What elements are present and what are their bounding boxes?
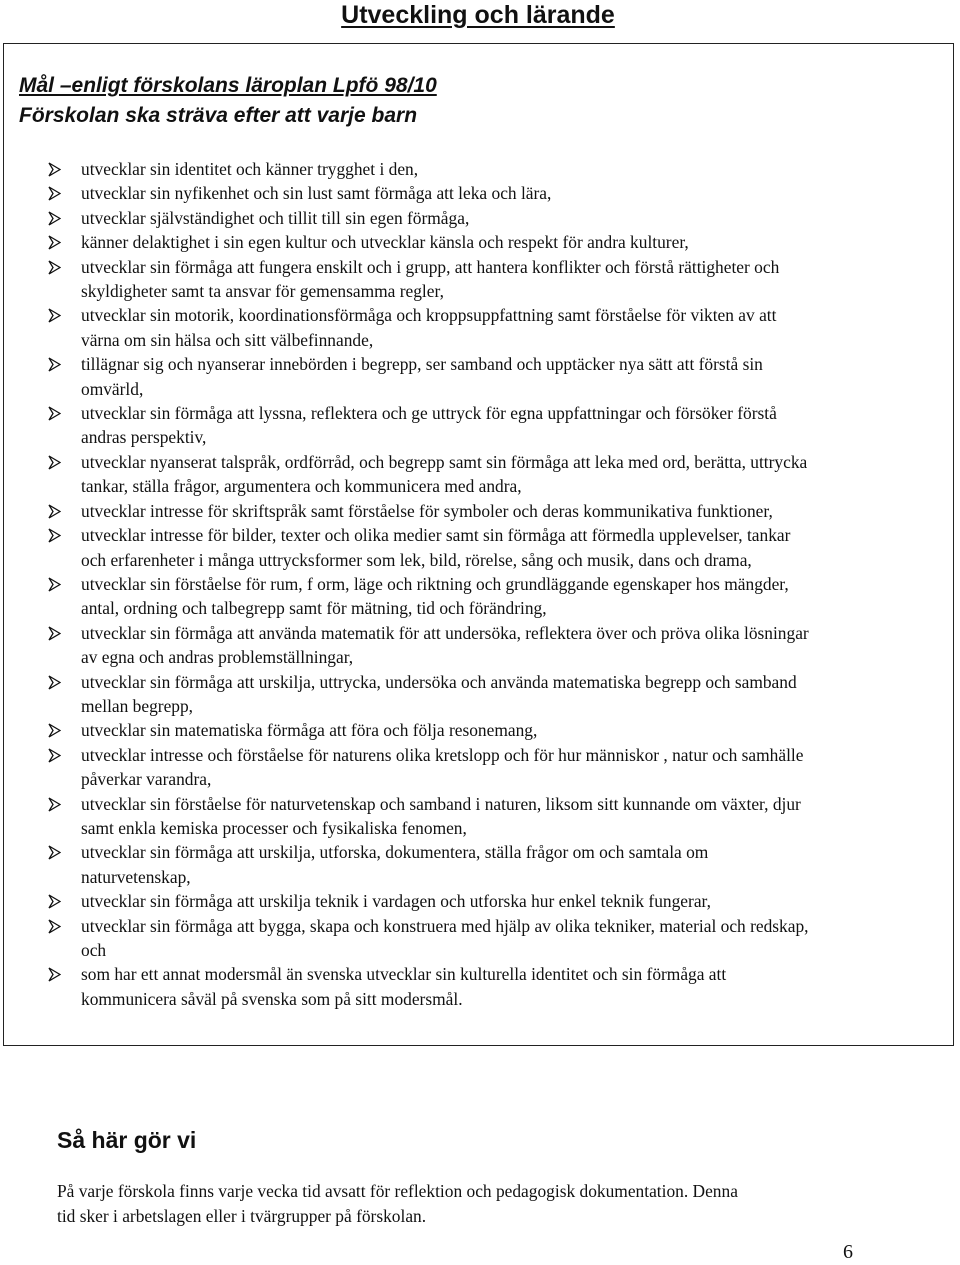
- list-item: [48, 914, 924, 963]
- list-item-line: utvecklar intresse och förståelse för naturens olika kretslopp och för hur människor , natur och samhälle: [81, 744, 804, 765]
- arrowhead-bullet-icon: [48, 723, 61, 738]
- list-item-line: som har ett annat modersmål än svenska utvecklar sin kulturella identitet och sin förmåga att: [81, 964, 727, 985]
- list-item-line: utvecklar sin nyfikenhet och sin lust samt förmåga att leka och lära,: [81, 183, 552, 204]
- list-item: [48, 792, 924, 841]
- list-item-line: samt enkla kemiska processer och fysikaliska fenomen,: [81, 817, 467, 838]
- list-item-line: utvecklar nyanserat talspråk, ordförråd, och begrepp samt sin förmåga att leka med ord, berätta, uttrycka: [81, 451, 808, 472]
- arrowhead-bullet-icon: [48, 162, 61, 177]
- list-item-line: påverkar varandra,: [81, 769, 212, 790]
- list-item-line: andras perspektiv,: [81, 427, 207, 448]
- list-item: [48, 352, 924, 401]
- list-item-line: utvecklar sin förmåga att lyssna, reflektera och ge uttryck för egna uppfattningar och försöker förstå: [81, 403, 777, 424]
- list-item-line: utvecklar intresse för skriftspråk samt förståelse för symboler och deras kommunikativa funktioner,: [81, 500, 773, 521]
- arrowhead-bullet-icon: [48, 675, 61, 690]
- list-item-line: antal, ordning och talbegrepp samt för mätning, tid och förändring,: [81, 598, 547, 619]
- paragraph-line: På varje förskola finns varje vecka tid avsatt för reflektion och pedagogisk dokumentation. Denna: [57, 1181, 738, 1201]
- list-item: [48, 230, 924, 254]
- list-item: [48, 962, 924, 1011]
- list-item-line: omvärld,: [81, 378, 144, 399]
- arrowhead-bullet-icon: [48, 186, 61, 201]
- arrowhead-bullet-icon: [48, 845, 61, 860]
- page-number: 6: [843, 1241, 853, 1263]
- list-item-line: utvecklar självständighet och tillit till sin egen förmåga,: [81, 207, 470, 228]
- list-item: [48, 181, 924, 205]
- list-item-line: av egna och andras problemställningar,: [81, 647, 354, 668]
- list-item: [48, 718, 924, 742]
- list-item-line: utvecklar sin förmåga att fungera enskilt och i grupp, att hantera konflikter och förstå rättigheter och: [81, 256, 780, 277]
- list-item-line: utvecklar sin förståelse för naturvetenskap och samband i naturen, liksom sitt kunnande om växter, djur: [81, 793, 801, 814]
- arrowhead-bullet-icon: [48, 577, 61, 592]
- arrowhead-bullet-icon: [48, 748, 61, 763]
- list-item-line: utvecklar sin motorik, koordinationsförmåga och kroppsuppfattning samt förståelse för vikten av att: [81, 305, 777, 326]
- arrowhead-bullet-icon: [48, 260, 61, 275]
- arrowhead-bullet-icon: [48, 235, 61, 250]
- list-item: [48, 670, 924, 719]
- list-item: [48, 401, 924, 450]
- list-item-line: utvecklar sin förståelse för rum, f orm, läge och riktning och grundläggande egenskaper hos mängder,: [81, 573, 789, 594]
- list-item-line: kommunicera såväl på svenska som på sitt modersmål.: [81, 988, 463, 1009]
- goals-list: [48, 157, 924, 1011]
- list-item-line: utvecklar sin förmåga att använda matematik för att undersöka, reflektera över och pröva olika lösningar: [81, 622, 809, 643]
- list-item-line: utvecklar sin förmåga att urskilja, uttrycka, undersöka och använda matematiska begrepp och samband: [81, 671, 797, 692]
- arrowhead-bullet-icon: [48, 528, 61, 543]
- goals-box: [3, 43, 954, 1046]
- arrowhead-bullet-icon: [48, 308, 61, 323]
- list-item-line: tankar, ställa frågor, argumentera och kommunicera med andra,: [81, 476, 522, 497]
- arrowhead-bullet-icon: [48, 894, 61, 909]
- list-item-line: mellan begrepp,: [81, 695, 194, 716]
- list-item: [48, 450, 924, 499]
- list-item: [48, 889, 924, 913]
- arrowhead-bullet-icon: [48, 211, 61, 226]
- arrowhead-bullet-icon: [48, 967, 61, 982]
- section-paragraph: [57, 1179, 738, 1229]
- paragraph-line: tid sker i arbetslagen eller i tvärgrupper på förskolan.: [57, 1206, 427, 1226]
- goals-heading: Mål –enligt förskolans läroplan Lpfö 98/10: [19, 74, 437, 97]
- list-item-line: skyldigheter samt ta ansvar för gemensamma regler,: [81, 281, 444, 302]
- list-item-line: utvecklar sin identitet och känner trygghet i den,: [81, 159, 419, 179]
- arrowhead-bullet-icon: [48, 626, 61, 641]
- arrowhead-bullet-icon: [48, 455, 61, 470]
- list-item: [48, 157, 924, 181]
- list-item-line: utvecklar sin förmåga att bygga, skapa och konstruera med hjälp av olika tekniker, material och redskap,: [81, 915, 809, 936]
- list-item: [48, 840, 924, 889]
- list-item-line: känner delaktighet i sin egen kultur och utvecklar känsla och respekt för andra kulturer,: [81, 232, 689, 253]
- section-heading: Så här gör vi: [57, 1127, 197, 1153]
- list-item-line: utvecklar intresse för bilder, texter och olika medier samt sin förmåga att förmedla upplevelser, tankar: [81, 525, 791, 546]
- list-item-line: naturvetenskap,: [81, 866, 191, 887]
- list-item: [48, 499, 924, 523]
- arrowhead-bullet-icon: [48, 797, 61, 812]
- list-item-line: värna om sin hälsa och sitt välbefinnande,: [81, 329, 374, 350]
- list-item: [48, 621, 924, 670]
- list-item: [48, 523, 924, 572]
- arrowhead-bullet-icon: [48, 406, 61, 421]
- goals-subheading: Förskolan ska sträva efter att varje barn: [19, 104, 418, 127]
- list-item: [48, 303, 924, 352]
- arrowhead-bullet-icon: [48, 504, 61, 519]
- list-item-line: tillägnar sig och nyanserar innebörden i begrepp, ser samband och upptäcker nya sätt att förstå sin: [81, 354, 763, 375]
- list-item-line: utvecklar sin matematiska förmåga att föra och följa resonemang,: [81, 720, 538, 741]
- list-item-line: utvecklar sin förmåga att urskilja, utforska, dokumentera, ställa frågor om och samtala om: [81, 842, 709, 863]
- list-item: [48, 255, 924, 304]
- list-item-line: utvecklar sin förmåga att urskilja teknik i vardagen och utforska hur enkel teknik fungerar,: [81, 891, 711, 912]
- list-item: [48, 206, 924, 230]
- list-item-line: och erfarenheter i många uttrycksformer som lek, bild, rörelse, sång och musik, dans och drama,: [81, 549, 752, 570]
- page-title: Utveckling och lärande: [341, 1, 615, 29]
- arrowhead-bullet-icon: [48, 919, 61, 934]
- list-item: [48, 572, 924, 621]
- list-item-line: och: [81, 940, 107, 960]
- arrowhead-bullet-icon: [48, 357, 61, 372]
- list-item: [48, 743, 924, 792]
